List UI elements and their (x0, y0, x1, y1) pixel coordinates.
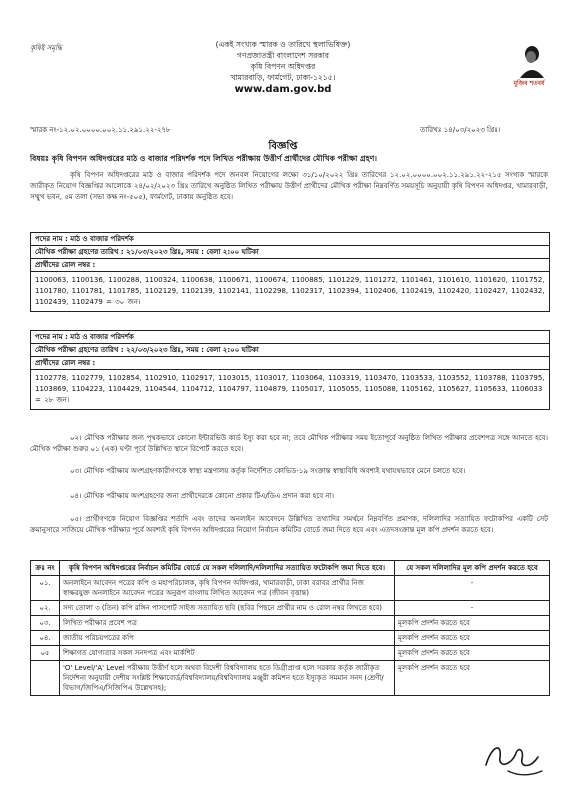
note-02: ০২। মৌখিক পরীক্ষার জন্য পৃথকভাবে কোনো ইন্টারভিউ কার্ড ইস্যু করা হবে না; তবে মৌখিক পরীক্ষার সময় ইতোপূর্বে অনুষ্ঠিত লিখিত পরীক্ষার প্রবেশপত্র সঙ্গে আনতে হবে। মৌখিক পরীক্ষা শুরুর ০১ (এক) ঘণ্টা পূর্বে উল্লিখিত স্থানে রিপোর্ট করতে হবে। (30, 434, 548, 453)
row-serial: ০৩. (31, 616, 60, 631)
row-document: লিখিত পরীক্ষার প্রবেশ পত্র (60, 616, 395, 631)
table-header-row (31, 561, 550, 576)
row-original: মূলকপি প্রদর্শন করতে হবে (395, 646, 550, 661)
memo-number: স্মারক নং-১২.০২.০০০০.০০২.১১.২৯১.২২-২৭৮ (30, 126, 171, 134)
table-row (31, 646, 550, 661)
schedule-datetime: মৌখিক পরীক্ষা গ্রহণের তারিখ : ২২/০৩/২০২৩ খ্রিঃ, সময় : বেলা ২:০০ ঘটিকা (31, 344, 549, 357)
row-original: মূলকপি প্রদর্শন করতে হবে (395, 631, 550, 646)
schedule-box-2 (30, 330, 550, 410)
note-05: ০৫। প্রার্থীগণকে নিয়োগ বিজ্ঞপ্তির শর্তাদি এবং তাদের অনলাইন আবেদনে উল্লিখিত তথ্যাদির সমর্থনে নিম্নবর্ণিত প্রমাণক, দলিলাদির সত্যায়িত ফটোকপির একটি সেট ক্রমানুসারে সাজিয়ে মৌখিক পরীক্ষার পূর্বে অবশ্যই কৃষি বিপণন অধিদপ্তরের নিয়োগ নির্বাচন কমিটির বোর্ডে জমা দিতে হবে এবং এতদসংক্রান্ত মূল কপি প্রদর্শন করতে হবে। (30, 515, 548, 534)
row-original: - (395, 601, 550, 616)
memo-date: তারিখঃ ১৪/০৩/২০২৩ খ্রিঃ। (420, 126, 501, 134)
col-serial-header: ক্রঃ নং (31, 561, 60, 576)
schedule-roll-numbers: 1102778, 1102779, 1102854, 1102910, 1102917, 1103015, 1103017, 1103064, 1103319, 1103470, 1103533, 1103552, 1103788, 1103795, 1103869, 1104223, 1104429, 1104544, 1104712, 1104797, 1104879, 1105017, 1105055, 1105088, 1105162, 1105627, 1105633, 1106033 = ২৮ জন। (35, 374, 545, 404)
header-note: (একই সংখ্যক স্মারক ও তারিখে স্থলাভিষিক্ত) (215, 40, 351, 49)
row-serial: ০১. (31, 576, 60, 601)
table-row (31, 616, 550, 631)
note-04: ০৪। মৌখিক পরীক্ষায় অংশগ্রহণের জন্য প্রার্থীদেরকে কোনো প্রকার টিএ/ডিএ প্রদান করা হবে না। (70, 492, 335, 500)
table-row (31, 661, 550, 696)
header-address: খামারবাড়ি, ফার্মগেট, ঢাকা-১২১৫। (230, 73, 336, 82)
col-documents-header: কৃষি বিপণন অধিদপ্তরের নির্বাচন কমিটির বোর্ডে যে সকল দলিলাদি/দলিলাদির সত্যায়িত ফটোকপি জমা দিতে হবে। (60, 561, 395, 576)
col-original-header: যে সকল দলিলাদির মূল কপি প্রদর্শন করতে হবে (395, 561, 550, 576)
header-department: কৃষি বিপণন অধিদপ্তর (250, 62, 316, 71)
row-document: শিক্ষাগত যোগ্যতার সকল সনদপত্র এবং মার্কশিট (60, 646, 395, 661)
signature-icon (478, 735, 548, 780)
note-03: ০৩। মৌখিক পরীক্ষায় অংশগ্রহণকারীগণকে স্বাস্থ্য মন্ত্রণালয় কর্তৃক নির্দেশিত কোভিড-১৯ সংক্রান্ত স্বাস্থ্যবিধি অবশ্যই যথাযথভাবে মেনে চলতে হবে। (70, 467, 466, 475)
row-serial: ০৪. (31, 631, 60, 646)
row-document: অনলাইনে আবেদন পত্রের কপি ও মহাপরিচালক, কৃষি বিপণন অধিদপ্তর, খামারবাড়ী, ঢাকা বরাবর প্রার্থীর নিজ স্বাক্ষরযুক্ত অনলাইনে আবেদন পত্রের অনুরূপ বাংলায় লিখিত আবেদন পত্র (জীবন বৃত্তান্ত) (60, 576, 395, 601)
motto: কৃষিই সমৃদ্ধি (30, 44, 63, 52)
row-serial (31, 661, 60, 696)
schedule-box-1 (30, 232, 550, 312)
row-document: জাতীয় পরিচয়পত্রের কপি (60, 631, 395, 646)
table-row (31, 631, 550, 646)
mujib-borsho-emblem (508, 42, 550, 92)
row-original: - (395, 576, 550, 601)
header-website[interactable]: www.dam.gov.bd (234, 84, 332, 95)
schedule-roll-numbers: 1100063, 1100136, 1100288, 1100324, 1100638, 1100671, 1100674, 1100885, 1101229, 1101272, 1101461, 1101610, 1101620, 1101752, 1101780, 1101781, 1101785, 1102129, 1102139, 1102141, 1102298, 1102317, 1102394, 1102406, 1102419, 1102420, 1102427, 1102432, 1102439, 1102479 = ৩০ জন। (35, 276, 545, 306)
documents-table (30, 560, 550, 696)
row-original: মূলকপি প্রদর্শন করতে হবে (395, 616, 550, 631)
subject-line: বিষয়ঃ কৃষি বিপণন অধিদপ্তরের মাঠ ও বাজার পরিদর্শক পদে লিখিত পরীক্ষায় উত্তীর্ণ প্রার্থীদের মৌখিক পরীক্ষা গ্রহণ। (30, 154, 378, 163)
table-row (31, 601, 550, 616)
row-serial: ০২. (31, 601, 60, 616)
table-row (31, 576, 550, 601)
schedule-post: পদের নাম : মাঠ ও বাজার পরিদর্শক (31, 233, 549, 246)
header-government: গণপ্রজাতন্ত্রী বাংলাদেশ সরকার (236, 51, 330, 60)
schedule-post: পদের নাম : মাঠ ও বাজার পরিদর্শক (31, 331, 549, 344)
schedule-datetime: মৌখিক পরীক্ষা গ্রহণের তারিখ : ২১/০৩/২০২৩ খ্রিঃ, সময় : বেলা ২:০০ ঘটিকা (31, 246, 549, 259)
intro-paragraph: কৃষি বিপণন অধিদপ্তরের মাঠ ও বাজার পরিদর্শক পদে জনবল নিয়োগের লক্ষ্যে ৩১/১০/২০২২ খ্রিঃ তারিখের ১২.০২.০০০০.০০২.১১.২৯১.২২-২১৫ সংখ্যক স্মারকে জারীকৃত নিয়োগ বিজ্ঞপ্তির আলোকে ২৪/০২/২০২৩ খ্রিঃ তারিখে অনুষ্ঠিত লিখিত পরীক্ষায় উত্তীর্ণ প্রার্থীদের মৌখিক পরীক্ষা নিম্নবর্ণিত সময়সূচি অনুযায়ী কৃষি বিপণন অধিদপ্তর, খামারবাড়ী, সম্মুখ ভবন, ৫ম তলা (সভা কক্ষ নং-৫০৫), ফার্মগেট, ঢাকায় অনুষ্ঠিত হবে। (30, 171, 548, 201)
row-serial: ০৫ (31, 646, 60, 661)
row-original: মূলকপি প্রদর্শন করতে হবে (395, 661, 550, 696)
schedule-roll-label: প্রার্থীদের রোল নম্বর : (31, 259, 549, 272)
schedule-roll-label: প্রার্থীদের রোল নম্বর : (31, 357, 549, 370)
row-document: 'O' Level/'A' Level পরীক্ষায় উত্তীর্ণ হলে অথবা বিদেশী বিশ্ববিদ্যালয় হতে ডিগ্রীপ্রাপ্ত হলে সরকার কর্তৃক জারীকৃত নির্দেশনা অনুযায়ী দেশীয় সংশ্লিষ্ট শিক্ষাবোর্ড/বিশ্ববিদ্যালয়/বিশ্ববিদ্যালয় মঞ্জুরী কমিশন হতে ইস্যুকৃত সমমান সনদ (শ্রেণী/বিভাগ/জিপিএ/সিজিপিএ উল্লেখসহ); (60, 661, 395, 696)
row-document: সদ্য তোলা ৩ (তিন) কপি রঙ্গিন পাসপোর্ট সাইজ সত্যায়িত ছবি (ছবির পিছনে প্রার্থীর নাম ও রোল নম্বর লিখতে হবে) (60, 601, 395, 616)
page-title: বিজ্ঞপ্তি (268, 141, 298, 152)
emblem-text: মুজিব শতবর্ষ (513, 80, 545, 87)
